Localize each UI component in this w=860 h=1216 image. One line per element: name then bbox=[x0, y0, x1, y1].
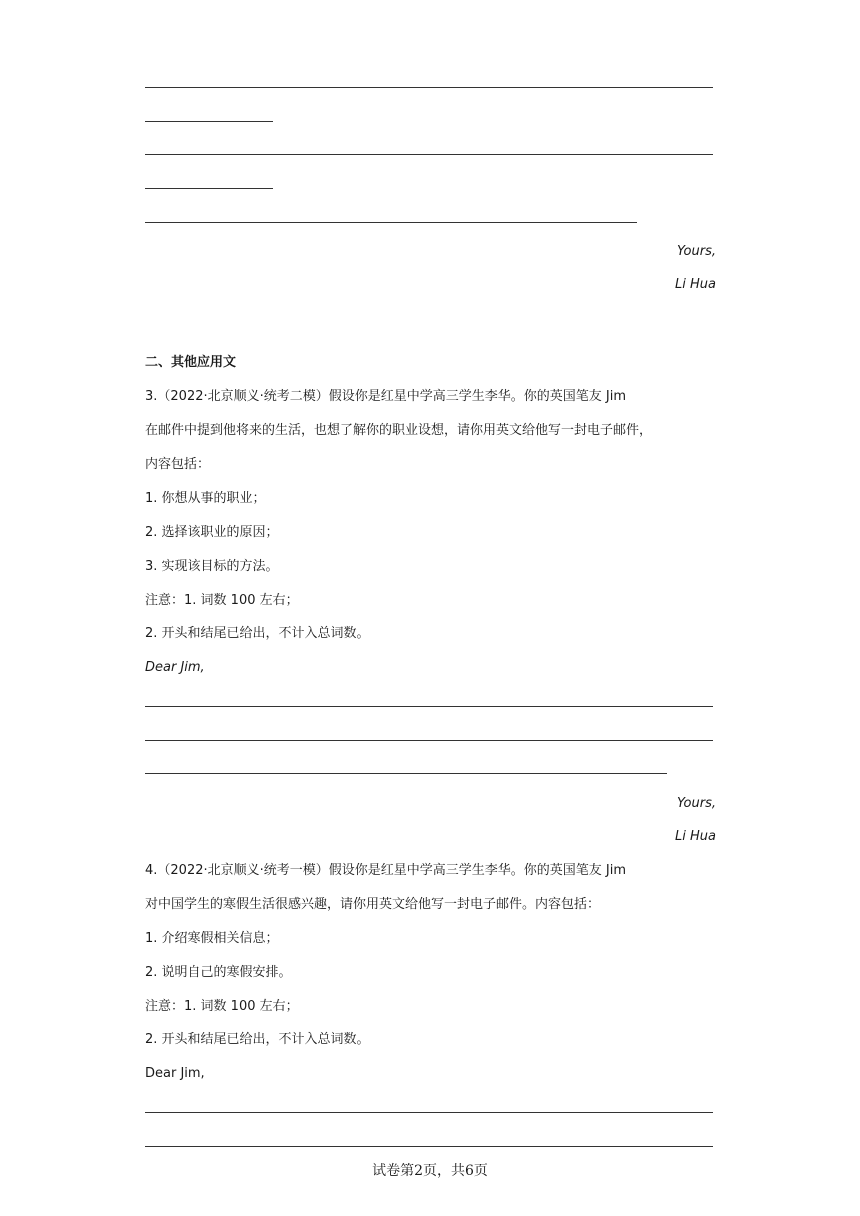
closing-yours: Yours, bbox=[677, 244, 716, 259]
q4-greeting: Dear Jim, bbox=[145, 1066, 205, 1081]
q3-line1: 3.（2022·北京顺义·统考二模）假设你是红星中学高三学生李华。你的英国笔友 Jim bbox=[145, 389, 626, 404]
answer-line[interactable] bbox=[145, 740, 713, 741]
q3-greeting: Dear Jim, bbox=[145, 660, 205, 675]
q4-line1: 4.（2022·北京顺义·统考一模）假设你是红星中学高三学生李华。你的英国笔友 Jim bbox=[145, 863, 626, 878]
q3-note1: 注意：1. 词数 100 左右； bbox=[145, 593, 299, 608]
answer-line[interactable] bbox=[145, 222, 637, 223]
answer-line[interactable] bbox=[145, 87, 713, 88]
q4-item: 1. 介绍寒假相关信息； bbox=[145, 931, 279, 946]
answer-line[interactable] bbox=[145, 1146, 713, 1147]
q3-line2: 在邮件中提到他将来的生活，也想了解你的职业设想，请你用英文给他写一封电子邮件， bbox=[145, 423, 653, 438]
q3-closing-yours: Yours, bbox=[677, 796, 716, 811]
q3-line3: 内容包括： bbox=[145, 457, 211, 472]
answer-line[interactable] bbox=[145, 188, 273, 189]
section-heading: 二、其他应用文 bbox=[145, 355, 237, 370]
answer-line[interactable] bbox=[145, 706, 713, 707]
answer-line[interactable] bbox=[145, 154, 713, 155]
q4-line2: 对中国学生的寒假生活很感兴趣，请你用英文给他写一封电子邮件。内容包括： bbox=[145, 897, 601, 912]
q4-item: 2. 说明自己的寒假安排。 bbox=[145, 965, 292, 980]
q4-note2: 2. 开头和结尾已给出，不计入总词数。 bbox=[145, 1032, 370, 1047]
q3-closing-name: Li Hua bbox=[675, 829, 716, 844]
answer-line[interactable] bbox=[145, 121, 273, 122]
q3-item: 2. 选择该职业的原因； bbox=[145, 525, 279, 540]
page-footer: 试卷第2页，共6页 bbox=[372, 1163, 488, 1179]
answer-line[interactable] bbox=[145, 1112, 713, 1113]
q3-item: 3. 实现该目标的方法。 bbox=[145, 559, 279, 574]
q3-item: 1. 你想从事的职业； bbox=[145, 491, 266, 506]
q4-note1: 注意：1. 词数 100 左右； bbox=[145, 999, 299, 1014]
answer-line[interactable] bbox=[145, 773, 667, 774]
q3-note2: 2. 开头和结尾已给出，不计入总词数。 bbox=[145, 626, 370, 641]
closing-name: Li Hua bbox=[675, 277, 716, 292]
